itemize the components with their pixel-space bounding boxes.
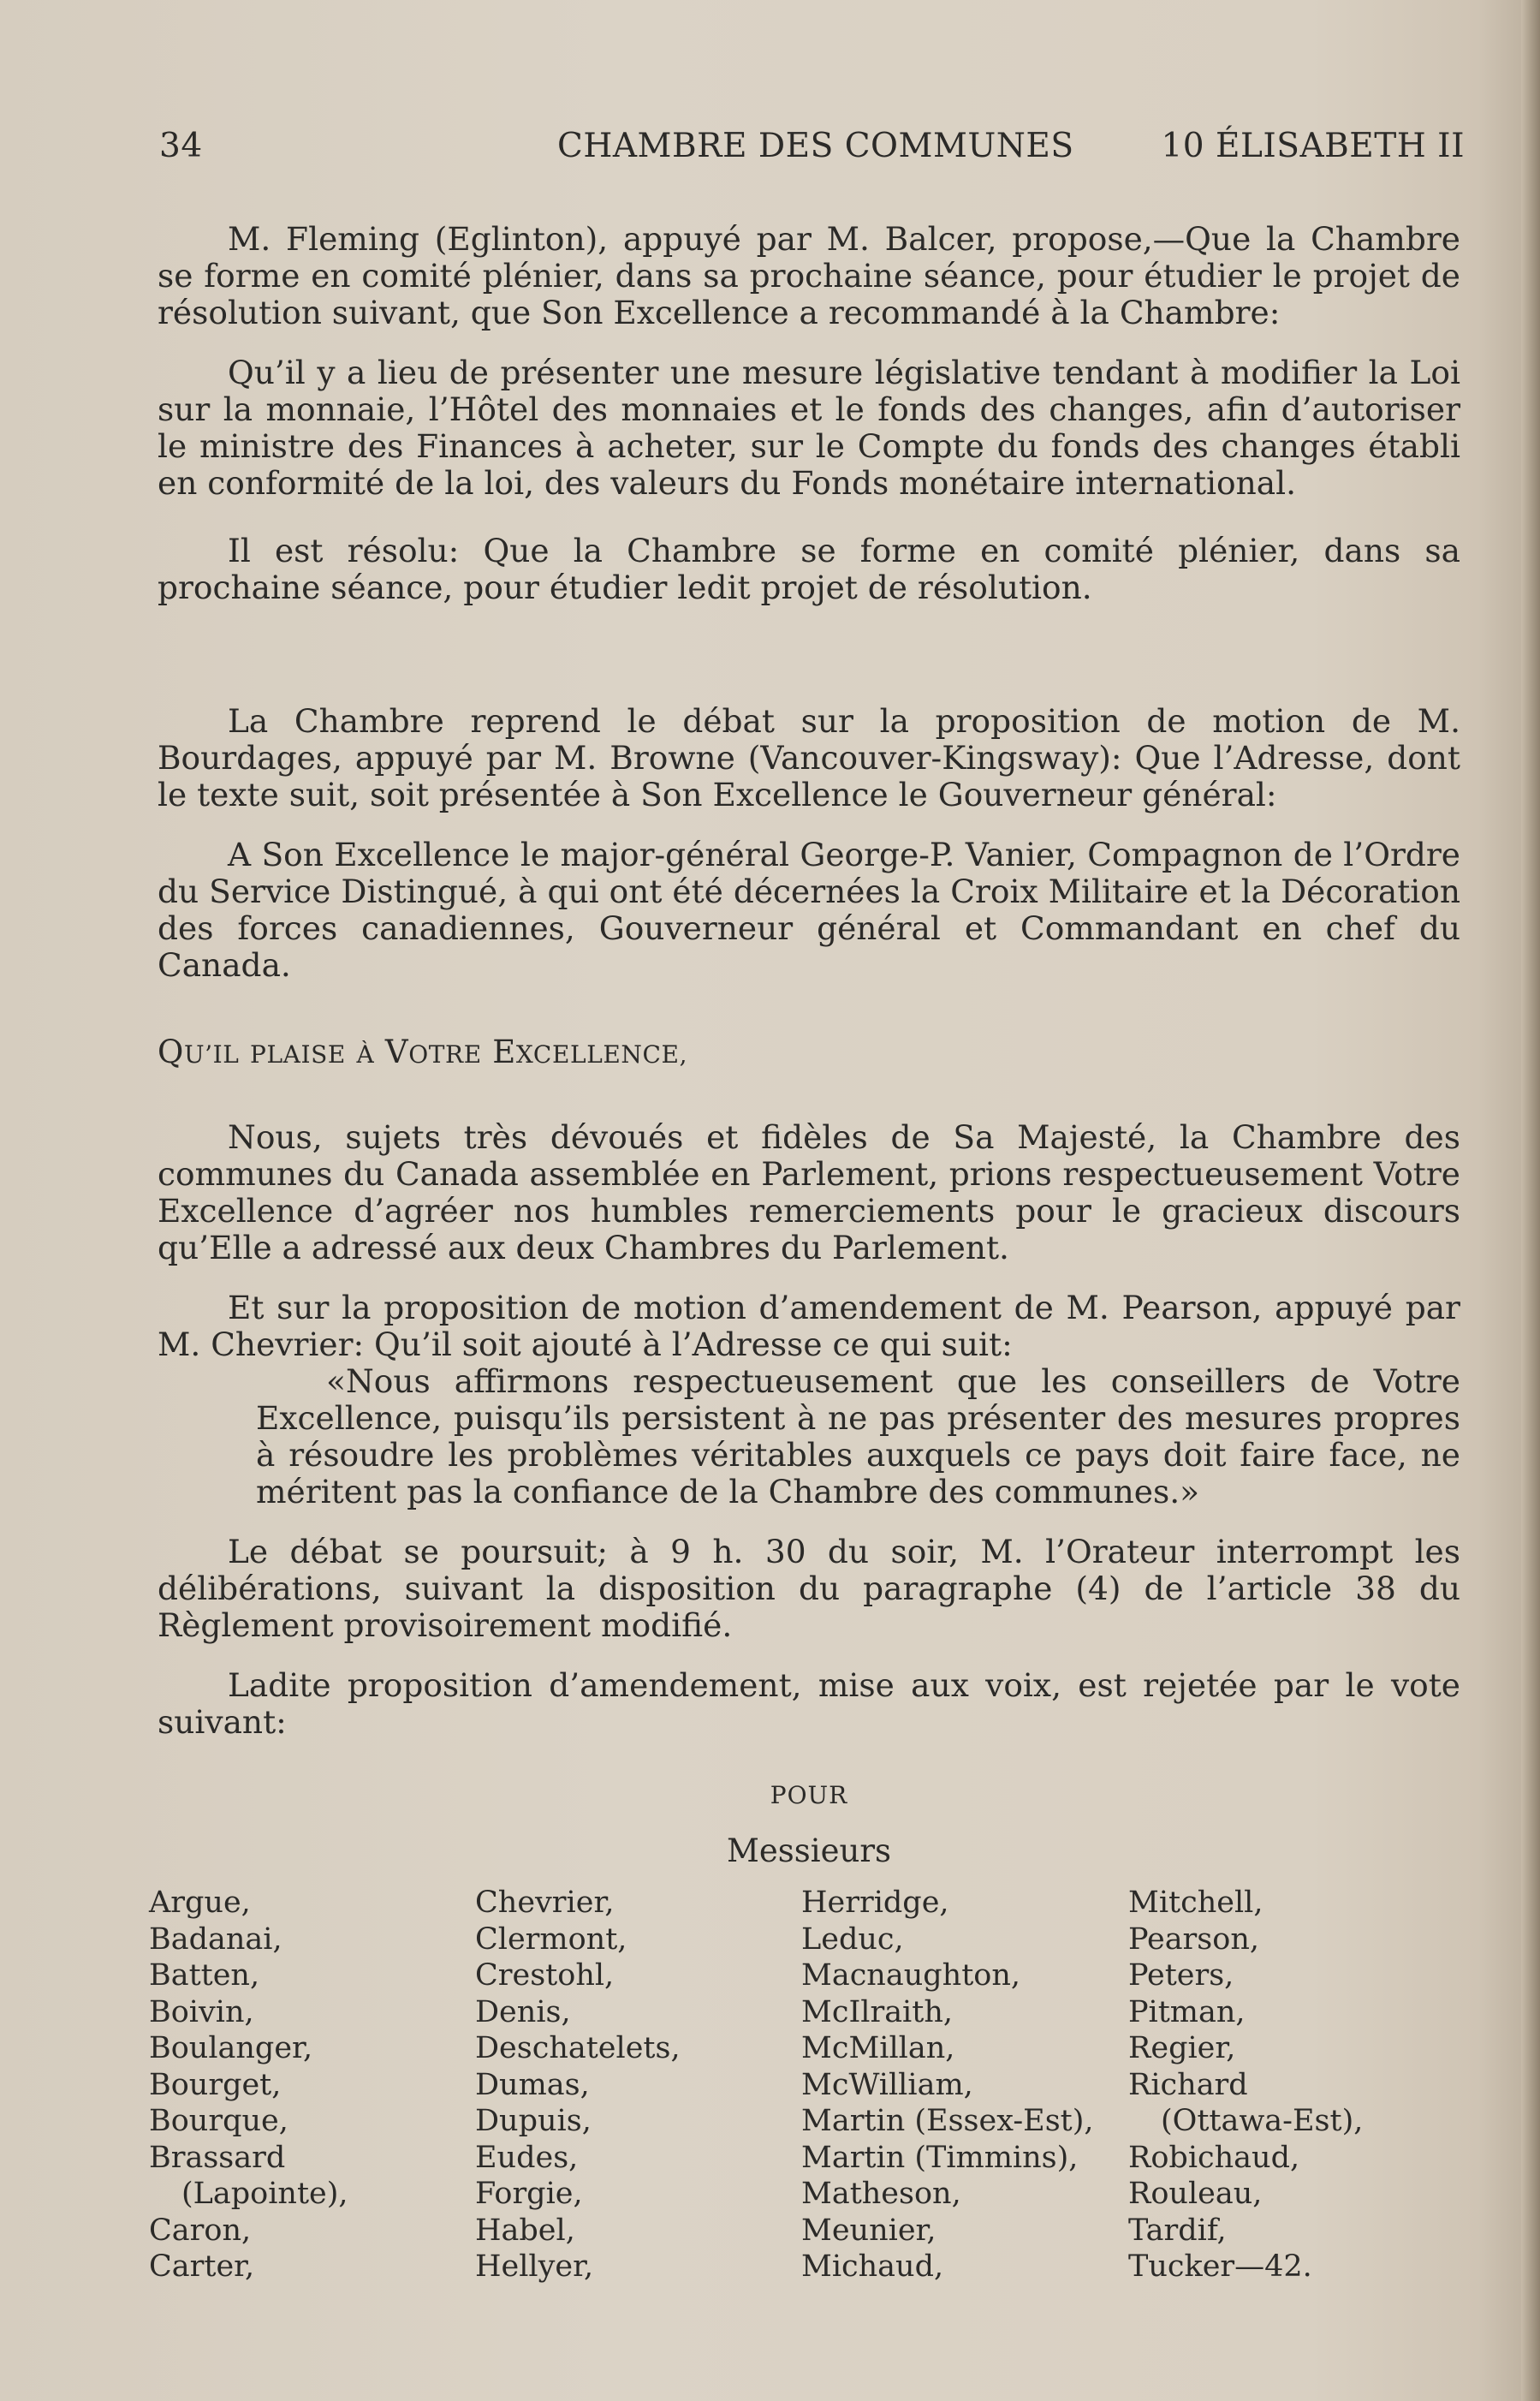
document-body bbox=[149, 220, 1460, 2287]
paragraph-amendment-motion: Et sur la proposition de motion d’amendement de M. Pearson, appuyé par M. Chevrier: Qu’il soit ajouté à l’Adresse ce qui suit: bbox=[158, 1289, 1460, 1363]
page-edge-shadow bbox=[1521, 0, 1540, 2401]
member-name: Herridge, bbox=[801, 1886, 949, 1920]
member-name: Forgie, bbox=[475, 2177, 583, 2211]
member-name: Argue, bbox=[149, 1886, 251, 1920]
vote-column-4 bbox=[1128, 1885, 1363, 2285]
member-name: Dumas, bbox=[475, 2067, 590, 2102]
member-name: Brassard bbox=[149, 2140, 286, 2175]
vote-column-3 bbox=[801, 1885, 1094, 2285]
member-name: Deschatelets, bbox=[475, 2031, 681, 2065]
member-name: Mitchell, bbox=[1128, 1886, 1264, 1920]
member-name-continuation: (Ottawa-Est), bbox=[1161, 2104, 1364, 2138]
vote-column-1 bbox=[149, 1885, 348, 2285]
page-number: 34 bbox=[159, 127, 203, 165]
member-name: Caron, bbox=[149, 2213, 252, 2248]
paragraph-amendment-quote: «Nous affirmons respectueusement que les conseillers de Votre Excellence, puisqu’ils persistent à ne pas présenter des mesures propres à résoudre les problèmes véritables auxquels ce pays doit faire face, ne méritent pas la confiance de la Chambre des communes.» bbox=[256, 1362, 1460, 1510]
vote-subheading: Messieurs bbox=[727, 1832, 891, 1869]
member-name: Hellyer, bbox=[475, 2249, 594, 2284]
member-name: Bourget, bbox=[149, 2067, 282, 2102]
member-name: Robichaud, bbox=[1128, 2140, 1300, 2175]
member-name: Boulanger, bbox=[149, 2031, 313, 2065]
member-name: Regier, bbox=[1128, 2031, 1236, 2065]
paragraph-resolved: Il est résolu: Que la Chambre se forme en comité plénier, dans sa prochaine séance, pour étudier ledit projet de résolution. bbox=[158, 532, 1460, 606]
member-name: Dupuis, bbox=[475, 2104, 592, 2138]
member-name: Carter, bbox=[149, 2249, 255, 2284]
member-name: Peters, bbox=[1128, 1958, 1234, 1993]
member-name: Boivin, bbox=[149, 1994, 254, 2029]
vote-name-list bbox=[149, 1885, 1460, 2287]
member-name: Denis, bbox=[475, 1994, 571, 2029]
member-name: Martin (Timmins), bbox=[801, 2140, 1079, 2175]
salutation-heading: QU’IL PLAISE À VOTRE EXCELLENCE, bbox=[158, 1034, 688, 1070]
member-name: Michaud, bbox=[801, 2249, 944, 2284]
member-name: Tucker—42. bbox=[1128, 2249, 1312, 2284]
member-name: Leduc, bbox=[801, 1921, 904, 1957]
paragraph-address-body: Nous, sujets très dévoués et fidèles de Sa Majesté, la Chambre des communes du Canada assemblée en Parlement, prions respectueusement Votre Excellence d’agréer nos humbles remerciements pour le gracieux discours qu’Elle a adressé aux deux Chambres du Parlement. bbox=[158, 1118, 1460, 1266]
member-name: Crestohl, bbox=[475, 1958, 615, 1993]
paragraph-address-to: A Son Excellence le major-général George-P. Vanier, Compagnon de l’Ordre du Service Distingué, à qui ont été décernées la Croix Militaire et la Décoration des forces canadiennes, Gouverneur général et Commandant en chef du Canada. bbox=[158, 836, 1460, 984]
member-name: Bourque, bbox=[149, 2104, 288, 2138]
member-name: Eudes, bbox=[475, 2140, 579, 2175]
member-name: Clermont, bbox=[475, 1921, 627, 1957]
member-name: Badanai, bbox=[149, 1921, 282, 1957]
header-title: CHAMBRE DES COMMUNES bbox=[557, 127, 1074, 165]
running-header bbox=[159, 127, 1465, 170]
member-name: Meunier, bbox=[801, 2213, 936, 2248]
member-name: Habel, bbox=[475, 2213, 575, 2248]
vote-heading: POUR bbox=[770, 1781, 848, 1809]
member-name: Martin (Essex-Est), bbox=[801, 2104, 1094, 2138]
member-name: McIlraith, bbox=[801, 1994, 953, 2029]
member-name: Pitman, bbox=[1128, 1994, 1246, 2029]
member-name: Matheson, bbox=[801, 2177, 961, 2211]
member-name: Chevrier, bbox=[475, 1886, 615, 1920]
paragraph-resolution-text: Qu’il y a lieu de présenter une mesure législative tendant à modifier la Loi sur la monnaie, l’Hôtel des monnaies et le fonds des changes, afin d’autoriser le ministre des Finances à acheter, sur le Compte du fonds des changes établi en conformité de la loi, des valeurs du Fonds monétaire international. bbox=[158, 354, 1460, 502]
member-name: McWilliam, bbox=[801, 2067, 973, 2102]
member-name: Richard bbox=[1128, 2067, 1248, 2102]
paragraph-motion: M. Fleming (Eglinton), appuyé par M. Balcer, propose,—Que la Chambre se forme en comité plénier, dans sa prochaine séance, pour étudier le projet de résolution suivant, que Son Excellence a recommandé à la Chambre: bbox=[158, 220, 1460, 331]
member-name: Macnaughton, bbox=[801, 1958, 1021, 1993]
paragraph-debate-resumed: La Chambre reprend le débat sur la proposition de motion de M. Bourdages, appuyé par M. Browne (Vancouver-Kingsway): Que l’Adresse, dont le texte suit, soit présentée à Son Excellence le Gouverneur général: bbox=[158, 702, 1460, 813]
member-name: McMillan, bbox=[801, 2031, 955, 2065]
paragraph-vote-result: Ladite proposition d’amendement, mise aux voix, est rejetée par le vote suivant: bbox=[158, 1666, 1460, 1741]
header-session: 10 ÉLISABETH II bbox=[1161, 127, 1465, 165]
member-name: Pearson, bbox=[1128, 1921, 1259, 1957]
member-name-continuation: (Lapointe), bbox=[181, 2177, 348, 2211]
member-name: Rouleau, bbox=[1128, 2177, 1263, 2211]
member-name: Tardif, bbox=[1128, 2213, 1227, 2248]
member-name: Batten, bbox=[149, 1958, 260, 1993]
vote-column-2 bbox=[475, 1885, 681, 2285]
paragraph-debate-continues: Le débat se poursuit; à 9 h. 30 du soir, M. l’Orateur interrompt les délibérations, suivant la disposition du paragraphe (4) de l’article 38 du Règlement provisoirement modifié. bbox=[158, 1533, 1460, 1644]
